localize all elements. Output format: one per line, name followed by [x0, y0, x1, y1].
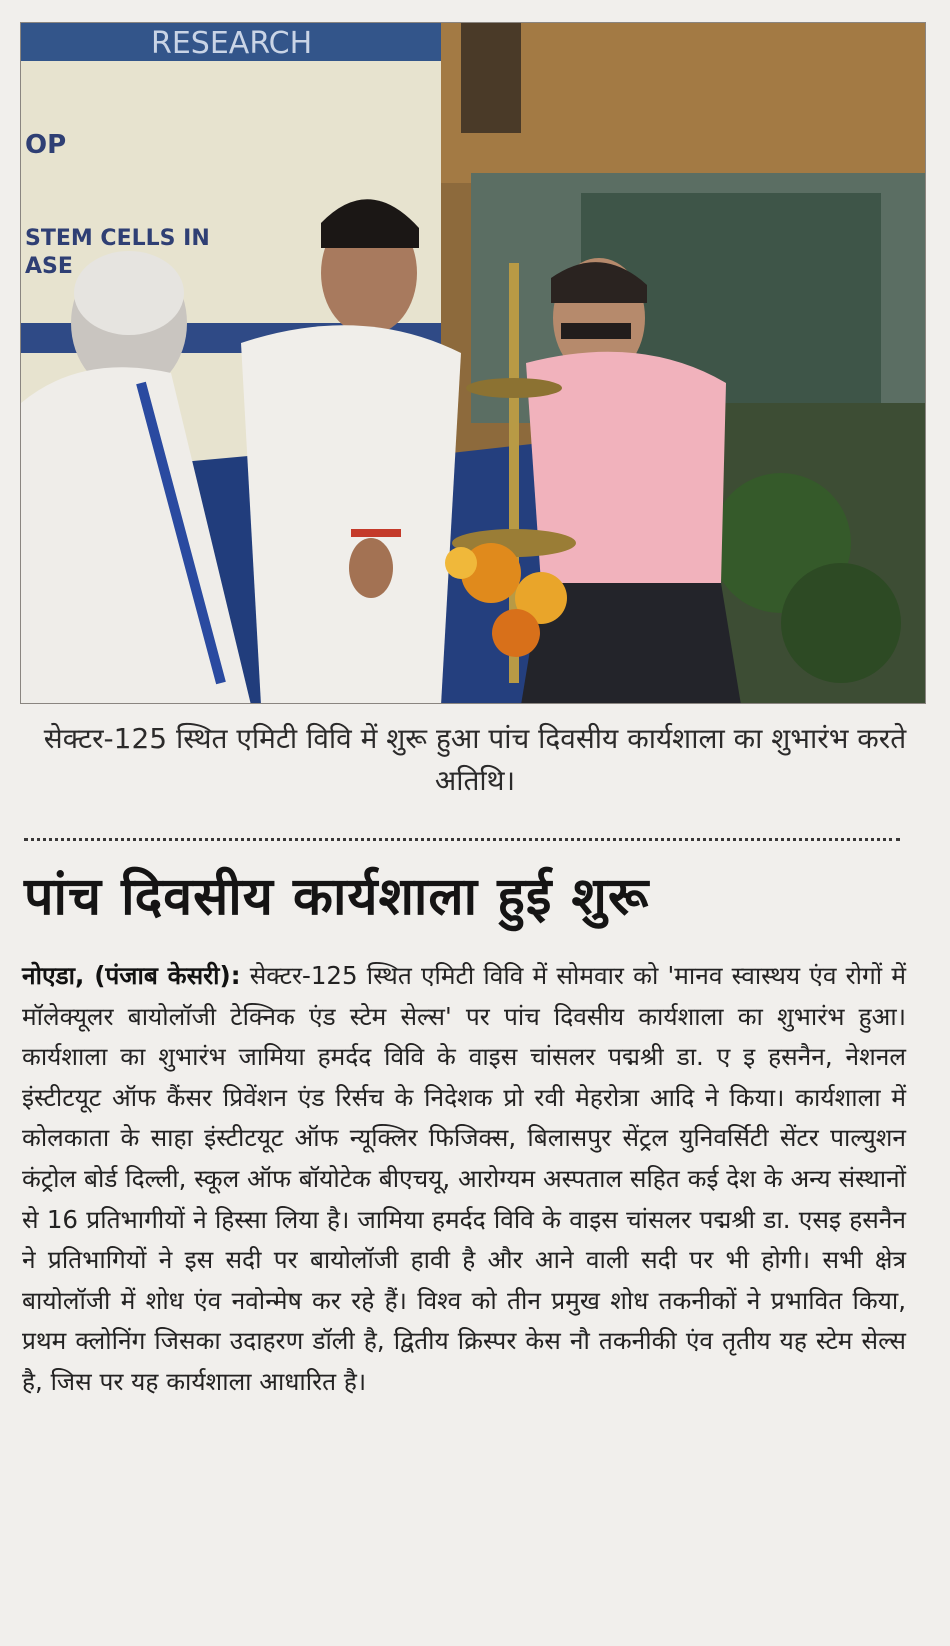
article-headline: पांच दिवसीय कार्यशाला हुई शुरू: [24, 867, 650, 927]
section-divider: [24, 838, 900, 841]
article-text: सेक्टर-125 स्थित एमिटी विवि में सोमवार को 'मानव स्वास्थय एंव रोगों में मॉलेक्यूलर बायोलॉजी टेक्निक एंड स्टेम सेल्स' पर पांच दिवसीय कार्यशाला का शुभारंभ हुआ। कार्यशाला का शुभारंभ जामिया हमर्दद विवि के वाइस चांसलर पद्मश्री डा. ए इ हसनैन, नेशनल इंस्टीटयूट ऑफ कैंसर प्रिवेंशन एंड रिर्सच के निदेशक प्रो रवी मेहरोत्रा आदि ने किया। कार्यशाला में कोलकाता के साहा इंस्टीटयूट ऑफ न्यूक्लिर फिजिक्स, बिलासपुर सेंट्रल युनिवर्सिटी सेंटर पाल्युशन कंट्रोल बोर्ड दिल्ली, स्कूल ऑफ बॉयोटेक बीएचयू, आरोग्यम अस्पताल सहित कई देश के अन्य संस्थानों से 16 प्रतिभागीयों ने हिस्सा लिया है। जामिया हमर्दद विवि के वाइस चांसलर पद्मश्री डा. एसइ हसनैन ने प्रतिभागियों ने इस सदी पर बायोलॉजी हावी है और आने वाली सदी पर भी होगी। सभी क्षेत्र बायोलॉजी में शोध एंव नवोन्मेष कर रहे हैं। विश्व को तीन प्रमुख शोध तकनीकों ने प्रभावित किया, प्रथम क्लोनिंग जिसका उदाहरण डॉली है, द्वितीय क्रिस्पर केस नौ तकनीकी एंव तृतीय यह स्टेम सेल्स है, जिस पर यह कार्यशाला आधारित है।: [22, 961, 906, 1396]
article-dateline: नोएडा, (पंजाब केसरी):: [22, 961, 241, 990]
banner-text-1: OP: [25, 130, 67, 160]
photo-caption: सेक्टर-125 स्थित एमिटी विवि में शुरू हुआ पांच दिवसीय कार्यशाला का शुभारंभ करते अतिथि।: [43, 722, 907, 797]
banner-text-3: ASE: [25, 254, 73, 279]
banner-top-text: RESEARCH: [151, 26, 313, 61]
banner-text-2: STEM CELLS IN: [25, 226, 210, 251]
article-body: [22, 956, 906, 1403]
event-photo: [20, 22, 926, 704]
